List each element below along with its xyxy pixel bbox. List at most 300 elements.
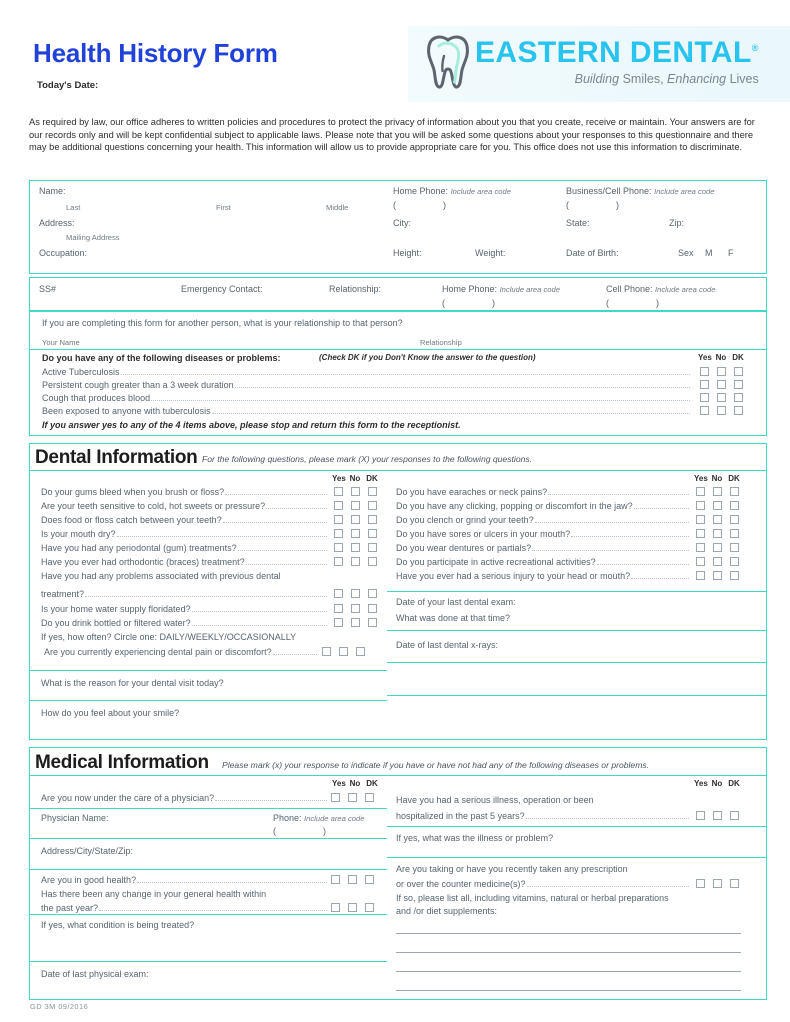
- tagline-smiles: Smiles,: [619, 72, 668, 86]
- dob-label: Date of Birth:: [566, 248, 619, 258]
- privacy-intro-paragraph: As required by law, our office adheres to written policies and procedures to protect the privacy of information about you that you create, receive or maintain. Your answers are for our records only and will be kept confidential subject to applicable laws. Please note that you will be asked some questions about your responses to this questionnaire and there may be additional questions concerning your health. This information will allow us to provide appropriate care for you. This office does not use this information to discriminate.: [29, 117, 755, 153]
- serious-illness-line1: Have you had a serious illness, operation or been: [396, 795, 594, 805]
- dental-question-row: [396, 543, 691, 553]
- checkbox-dk[interactable]: [368, 529, 377, 538]
- checkbox-dk[interactable]: [730, 487, 739, 496]
- checkbox-dk[interactable]: [368, 487, 377, 496]
- tb-item-row: [42, 380, 692, 390]
- checkbox-dk[interactable]: [730, 557, 739, 566]
- medical-col-yes: Yes: [694, 779, 708, 788]
- logo-text-block: [475, 34, 759, 86]
- prescription-line2: or over the counter medicine(s)?: [396, 879, 526, 889]
- leader-dots: [215, 800, 327, 801]
- last-dental-xrays-cell[interactable]: [387, 630, 767, 663]
- last-dental-xrays-label: Date of last dental x-rays:: [396, 640, 499, 650]
- occupation-label: Occupation:: [39, 248, 88, 258]
- dental-checkbox-group[interactable]: [334, 589, 377, 598]
- dental-checkbox-group[interactable]: [334, 557, 377, 566]
- home-phone-note: Include area code: [450, 187, 511, 196]
- dental-question-row: [41, 589, 329, 599]
- dk-note: (Check DK if you Don't Know the answer to the question): [319, 353, 536, 362]
- medical-question-row: [396, 879, 691, 889]
- height-label: Height:: [393, 248, 422, 258]
- dental-checkbox-group[interactable]: [696, 487, 739, 496]
- business-phone-parens: ( ): [566, 200, 633, 210]
- physician-name-phone-cell[interactable]: [29, 808, 387, 839]
- physician-name-label: Physician Name:: [41, 813, 109, 823]
- checkbox-no[interactable]: [348, 793, 357, 802]
- water-frequency-line[interactable]: If yes, how often? Circle one: DAILY/WEEKLY/OCCASIONALLY: [41, 632, 297, 642]
- dental-col-yes: Yes: [332, 474, 346, 483]
- business-phone-label-group: [566, 186, 714, 196]
- checkbox-yes[interactable]: [696, 571, 705, 580]
- emg-home-phone-group: [442, 284, 560, 294]
- checkbox-yes[interactable]: [696, 501, 705, 510]
- dental-left-column-headers: [332, 474, 378, 483]
- dental-checkbox-group[interactable]: [334, 604, 377, 613]
- reason-for-visit-cell[interactable]: [29, 670, 387, 701]
- feel-about-smile-cell[interactable]: [29, 700, 387, 740]
- medical-right-column-headers: [694, 779, 740, 788]
- medical-checkbox-group[interactable]: [331, 903, 374, 912]
- dental-question-label: Do you have any clicking, popping or discomfort in the jaw?: [396, 501, 633, 511]
- checkbox-dk[interactable]: [368, 618, 377, 627]
- tagline-lives: Lives: [726, 72, 759, 86]
- emg-cell-phone-label: Cell Phone:: [606, 284, 653, 294]
- occupation-cell[interactable]: [29, 244, 384, 274]
- leader-dots: [151, 400, 690, 401]
- other-person-question: If you are completing this form for another person, what is your relationship to that person?: [42, 318, 403, 328]
- leader-dots: [192, 611, 327, 612]
- dental-blank-cell-1[interactable]: [387, 662, 767, 696]
- name-first-sublabel: First: [216, 203, 231, 212]
- tb-item-label: Cough that produces blood: [42, 393, 151, 403]
- dental-question-label: Do you drink bottled or filtered water?: [41, 618, 191, 628]
- business-phone-label: Business/Cell Phone:: [566, 186, 652, 196]
- checkbox-yes[interactable]: [334, 501, 343, 510]
- checkbox-no[interactable]: [351, 557, 360, 566]
- dental-question-row: [396, 557, 691, 567]
- home-phone-cell[interactable]: [384, 180, 557, 215]
- emg-home-phone-label: Home Phone:: [442, 284, 498, 294]
- leader-dots: [273, 654, 317, 655]
- address-label: Address:: [39, 218, 75, 228]
- dental-checkbox-group[interactable]: [696, 529, 739, 538]
- dental-question-label: Are your teeth sensitive to cold, hot sweets or pressure?: [41, 501, 266, 511]
- checkbox-no[interactable]: [348, 875, 357, 884]
- emg-home-phone-parens: ( ): [442, 298, 509, 308]
- checkbox-no[interactable]: [348, 903, 357, 912]
- dental-question-label: Does food or floss catch between your teeth?: [41, 515, 222, 525]
- height-weight-cell[interactable]: [384, 244, 557, 274]
- checkbox-no[interactable]: [713, 529, 722, 538]
- emergency-cell-phone-cell[interactable]: [603, 277, 767, 311]
- dental-right-questions-block: [387, 470, 767, 592]
- checkbox-yes[interactable]: [334, 557, 343, 566]
- list-all-line1: If so, please list all, including vitamins, natural or herbal preparations: [396, 893, 669, 903]
- dob-sex-cell[interactable]: [557, 244, 767, 274]
- sex-male-option[interactable]: M: [705, 248, 713, 258]
- what-was-done-label: What was done at that time?: [396, 613, 511, 623]
- checkbox-dk[interactable]: [365, 875, 374, 884]
- city-field-cell[interactable]: [384, 214, 557, 245]
- checkbox-no[interactable]: [717, 380, 726, 389]
- leader-dots: [548, 494, 689, 495]
- checkbox-dk[interactable]: [368, 604, 377, 613]
- checkbox-dk[interactable]: [730, 515, 739, 524]
- leader-dots: [527, 886, 689, 887]
- tb-item-label: Been exposed to anyone with tuberculosis: [42, 406, 211, 416]
- dental-info-subtitle: For the following questions, please mark (X) your responses to the following questions.: [202, 454, 533, 464]
- tb-section-heading: Do you have any of the following diseases or problems:: [42, 353, 281, 363]
- physician-address-label: Address/City/State/Zip:: [41, 846, 134, 856]
- tb-col-dk: DK: [732, 353, 744, 362]
- dental-question-label: Do you have sores or ulcers in your mouth?: [396, 529, 571, 539]
- dental-checkbox-group[interactable]: [334, 501, 377, 510]
- checkbox-no[interactable]: [351, 589, 360, 598]
- checkbox-dk[interactable]: [730, 529, 739, 538]
- medical-col-dk: DK: [728, 779, 740, 788]
- state-label: State:: [566, 218, 590, 228]
- last-dental-exam-cell[interactable]: [387, 591, 767, 631]
- name-field-cell[interactable]: [29, 180, 384, 215]
- emg-cell-phone-group: [606, 284, 715, 294]
- dental-question-label: Have you had any periodontal (gum) treatments?: [41, 543, 237, 553]
- dental-question-row: [41, 487, 329, 497]
- dental-col-dk: DK: [366, 474, 378, 483]
- dental-question-row: [41, 543, 329, 553]
- dental-question-row: [41, 501, 329, 511]
- ss-number-label: SS#: [39, 284, 57, 294]
- physician-phone-parens: ( ): [273, 826, 340, 836]
- leader-dots: [192, 625, 327, 626]
- dental-checkbox-group[interactable]: [696, 543, 739, 552]
- home-phone-parens: ( ): [393, 200, 460, 210]
- emergency-home-phone-cell[interactable]: [439, 277, 603, 311]
- checkbox-dk[interactable]: [356, 647, 365, 656]
- medical-question-row: [41, 875, 329, 885]
- checkbox-no[interactable]: [713, 487, 722, 496]
- dental-pain-question: Are you currently experiencing dental pain or discomfort?: [44, 647, 272, 657]
- tb-item-label: Persistent cough greater than a 3 week duration: [42, 380, 234, 390]
- dental-col-no: No: [711, 474, 723, 483]
- physician-address-cell[interactable]: [29, 838, 387, 870]
- leader-dots: [235, 387, 690, 388]
- medical-checkbox-group[interactable]: [696, 879, 739, 888]
- todays-date-label: Today's Date:: [37, 80, 99, 91]
- last-physical-exam-cell[interactable]: [29, 961, 387, 1000]
- leader-dots: [526, 818, 689, 819]
- business-phone-note: Include area code: [654, 187, 715, 196]
- leader-dots: [137, 882, 327, 883]
- tb-item-row: [42, 406, 692, 416]
- dental-question-row: [41, 529, 329, 539]
- leader-dots: [238, 550, 327, 551]
- emg-home-phone-note: Include area code: [499, 285, 560, 294]
- dental-checkbox-group[interactable]: [334, 543, 377, 552]
- serious-illness-line2: hospitalized in the past 5 years?: [396, 811, 525, 821]
- tb-checkbox-group[interactable]: [700, 393, 743, 402]
- checkbox-yes[interactable]: [334, 515, 343, 524]
- dental-checkbox-group[interactable]: [334, 487, 377, 496]
- checkbox-dk[interactable]: [365, 903, 374, 912]
- city-label: City:: [393, 218, 411, 228]
- dental-question-row: [41, 618, 329, 628]
- emergency-contact-label: Emergency Contact:: [181, 284, 263, 294]
- medical-col-no: No: [349, 779, 361, 788]
- checkbox-dk[interactable]: [368, 515, 377, 524]
- condition-treated-label: If yes, what condition is being treated?: [41, 920, 195, 930]
- checkbox-yes[interactable]: [696, 543, 705, 552]
- sex-female-option[interactable]: F: [728, 248, 734, 258]
- checkbox-dk[interactable]: [734, 393, 743, 402]
- checkbox-yes[interactable]: [331, 875, 340, 884]
- checkbox-no[interactable]: [351, 487, 360, 496]
- checkbox-yes[interactable]: [700, 380, 709, 389]
- home-phone-label-group: [393, 186, 511, 196]
- good-health-question: Are you in good health?: [41, 875, 137, 885]
- dental-question-row: [396, 515, 691, 525]
- prescription-line1: Are you taking or have you recently taken any prescription: [396, 864, 628, 874]
- emg-cell-phone-parens: ( ): [606, 298, 673, 308]
- feel-about-smile-label: How do you feel about your smile?: [41, 708, 180, 718]
- leader-dots: [535, 522, 689, 523]
- checkbox-dk[interactable]: [368, 501, 377, 510]
- health-change-line1: Has there been any change in your general health within: [41, 889, 267, 899]
- tb-checkbox-group[interactable]: [700, 380, 743, 389]
- dental-checkbox-group[interactable]: [322, 647, 365, 656]
- dental-checkbox-group[interactable]: [334, 515, 377, 524]
- checkbox-no[interactable]: [713, 571, 722, 580]
- dental-question-row: [396, 501, 691, 511]
- tb-checkbox-group[interactable]: [700, 367, 743, 376]
- checkbox-no[interactable]: [351, 501, 360, 510]
- checkbox-yes[interactable]: [331, 903, 340, 912]
- mailing-address-sublabel: Mailing Address: [66, 233, 120, 242]
- leader-dots: [597, 564, 689, 565]
- dental-question-label: Is your mouth dry?: [41, 529, 116, 539]
- checkbox-yes[interactable]: [696, 487, 705, 496]
- condition-treated-cell[interactable]: [29, 914, 387, 962]
- leader-dots: [225, 494, 327, 495]
- business-phone-cell[interactable]: [557, 180, 767, 215]
- checkbox-yes[interactable]: [334, 529, 343, 538]
- dental-question-row: [41, 515, 329, 525]
- leader-dots: [266, 508, 327, 509]
- illness-problem-cell[interactable]: [387, 826, 767, 858]
- checkbox-no[interactable]: [713, 811, 722, 820]
- brand-tagline: [475, 72, 759, 86]
- checkbox-no[interactable]: [351, 529, 360, 538]
- checkbox-dk[interactable]: [368, 557, 377, 566]
- dental-question-label: Do you clench or grind your teeth?: [396, 515, 534, 525]
- name-middle-sublabel: Middle: [326, 203, 349, 212]
- dental-question-label: Do you participate in active recreational activities?: [396, 557, 596, 567]
- address-field-cell[interactable]: [29, 214, 384, 245]
- tb-col-no: No: [715, 353, 727, 362]
- reason-for-visit-label: What is the reason for your dental visit today?: [41, 678, 224, 688]
- dental-checkbox-group[interactable]: [696, 557, 739, 566]
- checkbox-no[interactable]: [351, 618, 360, 627]
- dental-right-column-headers: [694, 474, 740, 483]
- dental-checkbox-group[interactable]: [696, 571, 739, 580]
- dental-question-label: Have you ever had a serious injury to your head or mouth?: [396, 571, 631, 581]
- physician-care-cell: [29, 775, 387, 809]
- physician-care-question: Are you now under the care of a physician?: [41, 793, 215, 803]
- dental-checkbox-group[interactable]: [696, 501, 739, 510]
- brand-name-text: EASTERN DENTAL: [475, 36, 752, 69]
- checkbox-yes[interactable]: [322, 647, 331, 656]
- weight-label: Weight:: [475, 248, 506, 258]
- checkbox-no[interactable]: [713, 501, 722, 510]
- dental-info-title: Dental Information: [35, 447, 198, 468]
- tb-checkbox-group[interactable]: [700, 406, 743, 415]
- name-label: Name:: [39, 186, 66, 196]
- checkbox-dk[interactable]: [365, 793, 374, 802]
- checkbox-no[interactable]: [717, 367, 726, 376]
- tb-warning-text: If you answer yes to any of the 4 items above, please stop and return this form to the receptionist.: [42, 420, 461, 430]
- checkbox-yes[interactable]: [696, 529, 705, 538]
- checkbox-yes[interactable]: [331, 793, 340, 802]
- checkbox-no[interactable]: [351, 515, 360, 524]
- medication-write-line[interactable]: [396, 933, 741, 934]
- medical-checkbox-group[interactable]: [696, 811, 739, 820]
- dental-question-row: [41, 557, 329, 567]
- medication-write-line[interactable]: [396, 971, 741, 972]
- your-name-sublabel: Your Name: [42, 338, 80, 347]
- dental-question-label: Do you have earaches or neck pains?: [396, 487, 548, 497]
- leader-dots: [246, 564, 327, 565]
- checkbox-dk[interactable]: [368, 543, 377, 552]
- home-phone-label: Home Phone:: [393, 186, 449, 196]
- state-zip-cell[interactable]: [557, 214, 767, 245]
- dental-checkbox-group[interactable]: [334, 618, 377, 627]
- leader-dots: [532, 550, 689, 551]
- dental-question-row: [41, 604, 329, 614]
- emergency-relationship-label: Relationship:: [329, 284, 382, 294]
- checkbox-dk[interactable]: [730, 571, 739, 580]
- prescription-medicines-cell: [387, 857, 767, 1000]
- checkbox-no[interactable]: [351, 604, 360, 613]
- dental-col-no: No: [349, 474, 361, 483]
- dental-checkbox-group[interactable]: [696, 515, 739, 524]
- name-last-sublabel: Last: [66, 203, 81, 212]
- checkbox-yes[interactable]: [334, 589, 343, 598]
- dental-question-row: [396, 571, 691, 581]
- medical-checkbox-group[interactable]: [331, 875, 374, 884]
- form-header: [0, 0, 790, 104]
- dental-info-header: [29, 443, 767, 471]
- checkbox-no[interactable]: [713, 543, 722, 552]
- physician-phone-label: Phone:: [273, 813, 302, 823]
- medical-col-no: No: [711, 779, 723, 788]
- leader-dots: [121, 374, 690, 375]
- checkbox-yes[interactable]: [696, 879, 705, 888]
- checkbox-yes[interactable]: [334, 487, 343, 496]
- brand-name: [475, 38, 759, 68]
- registered-mark: ®: [751, 43, 759, 53]
- tb-column-headers: [698, 353, 744, 362]
- dental-question-row: [396, 487, 691, 497]
- physician-phone-group: [273, 813, 364, 823]
- dental-question-label: Do you wear dentures or partials?: [396, 543, 532, 553]
- checkbox-dk[interactable]: [730, 501, 739, 510]
- tb-col-yes: Yes: [698, 353, 712, 362]
- leader-dots: [117, 536, 327, 537]
- tuberculosis-section: [29, 349, 767, 436]
- illness-problem-label: If yes, what was the illness or problem?: [396, 833, 554, 843]
- tb-item-row: [42, 393, 692, 403]
- medical-left-column-headers: [332, 779, 378, 788]
- checkbox-dk[interactable]: [730, 543, 739, 552]
- checkbox-yes[interactable]: [696, 811, 705, 820]
- leader-dots: [571, 536, 689, 537]
- page-title: Health History Form: [33, 38, 278, 68]
- eastern-dental-logo: [425, 34, 759, 90]
- leader-dots: [212, 413, 690, 414]
- ss-emergency-cell[interactable]: [29, 277, 439, 311]
- medical-checkbox-group[interactable]: [331, 793, 374, 802]
- checkbox-yes[interactable]: [334, 618, 343, 627]
- health-change-line2: the past year?: [41, 903, 99, 913]
- leader-dots: [99, 910, 327, 911]
- form-footer-code: GD 3M 09/2016: [30, 1002, 89, 1011]
- dental-question-label: Have you ever had orthodontic (braces) treatment?: [41, 557, 245, 567]
- checkbox-dk[interactable]: [730, 811, 739, 820]
- checkbox-yes[interactable]: [334, 604, 343, 613]
- dental-left-questions-block: [29, 470, 387, 671]
- dental-checkbox-group[interactable]: [334, 529, 377, 538]
- checkbox-yes[interactable]: [696, 515, 705, 524]
- tb-item-label: Active Tuberculosis: [42, 367, 120, 377]
- other-person-cell[interactable]: [29, 311, 767, 350]
- medical-question-row: [41, 793, 329, 803]
- checkbox-yes[interactable]: [696, 557, 705, 566]
- dental-question-label: Is your home water supply floridated?: [41, 604, 191, 614]
- checkbox-no[interactable]: [713, 557, 722, 566]
- checkbox-dk[interactable]: [734, 380, 743, 389]
- leader-dots: [634, 508, 689, 509]
- checkbox-dk[interactable]: [734, 406, 743, 415]
- tooth-icon: [425, 34, 471, 90]
- checkbox-yes[interactable]: [700, 367, 709, 376]
- medication-write-line[interactable]: [396, 952, 741, 953]
- sex-label: Sex: [678, 248, 694, 258]
- checkbox-no[interactable]: [339, 647, 348, 656]
- leader-dots: [85, 596, 327, 597]
- checkbox-yes[interactable]: [700, 393, 709, 402]
- checkbox-no[interactable]: [713, 879, 722, 888]
- checkbox-no[interactable]: [351, 543, 360, 552]
- physician-phone-note: Include area code: [304, 814, 365, 823]
- checkbox-dk[interactable]: [368, 589, 377, 598]
- tb-item-row: [42, 367, 692, 377]
- checkbox-no[interactable]: [717, 406, 726, 415]
- checkbox-no[interactable]: [713, 515, 722, 524]
- medical-info-title: Medical Information: [35, 752, 209, 773]
- medication-write-line[interactable]: [396, 990, 741, 991]
- serious-illness-cell: [387, 775, 767, 827]
- dental-blank-cell-2[interactable]: [387, 695, 767, 740]
- checkbox-dk[interactable]: [730, 879, 739, 888]
- checkbox-yes[interactable]: [334, 543, 343, 552]
- checkbox-dk[interactable]: [734, 367, 743, 376]
- medical-question-row: [41, 903, 329, 913]
- medical-question-row: [396, 811, 691, 821]
- checkbox-yes[interactable]: [700, 406, 709, 415]
- checkbox-no[interactable]: [717, 393, 726, 402]
- dental-col-dk: DK: [728, 474, 740, 483]
